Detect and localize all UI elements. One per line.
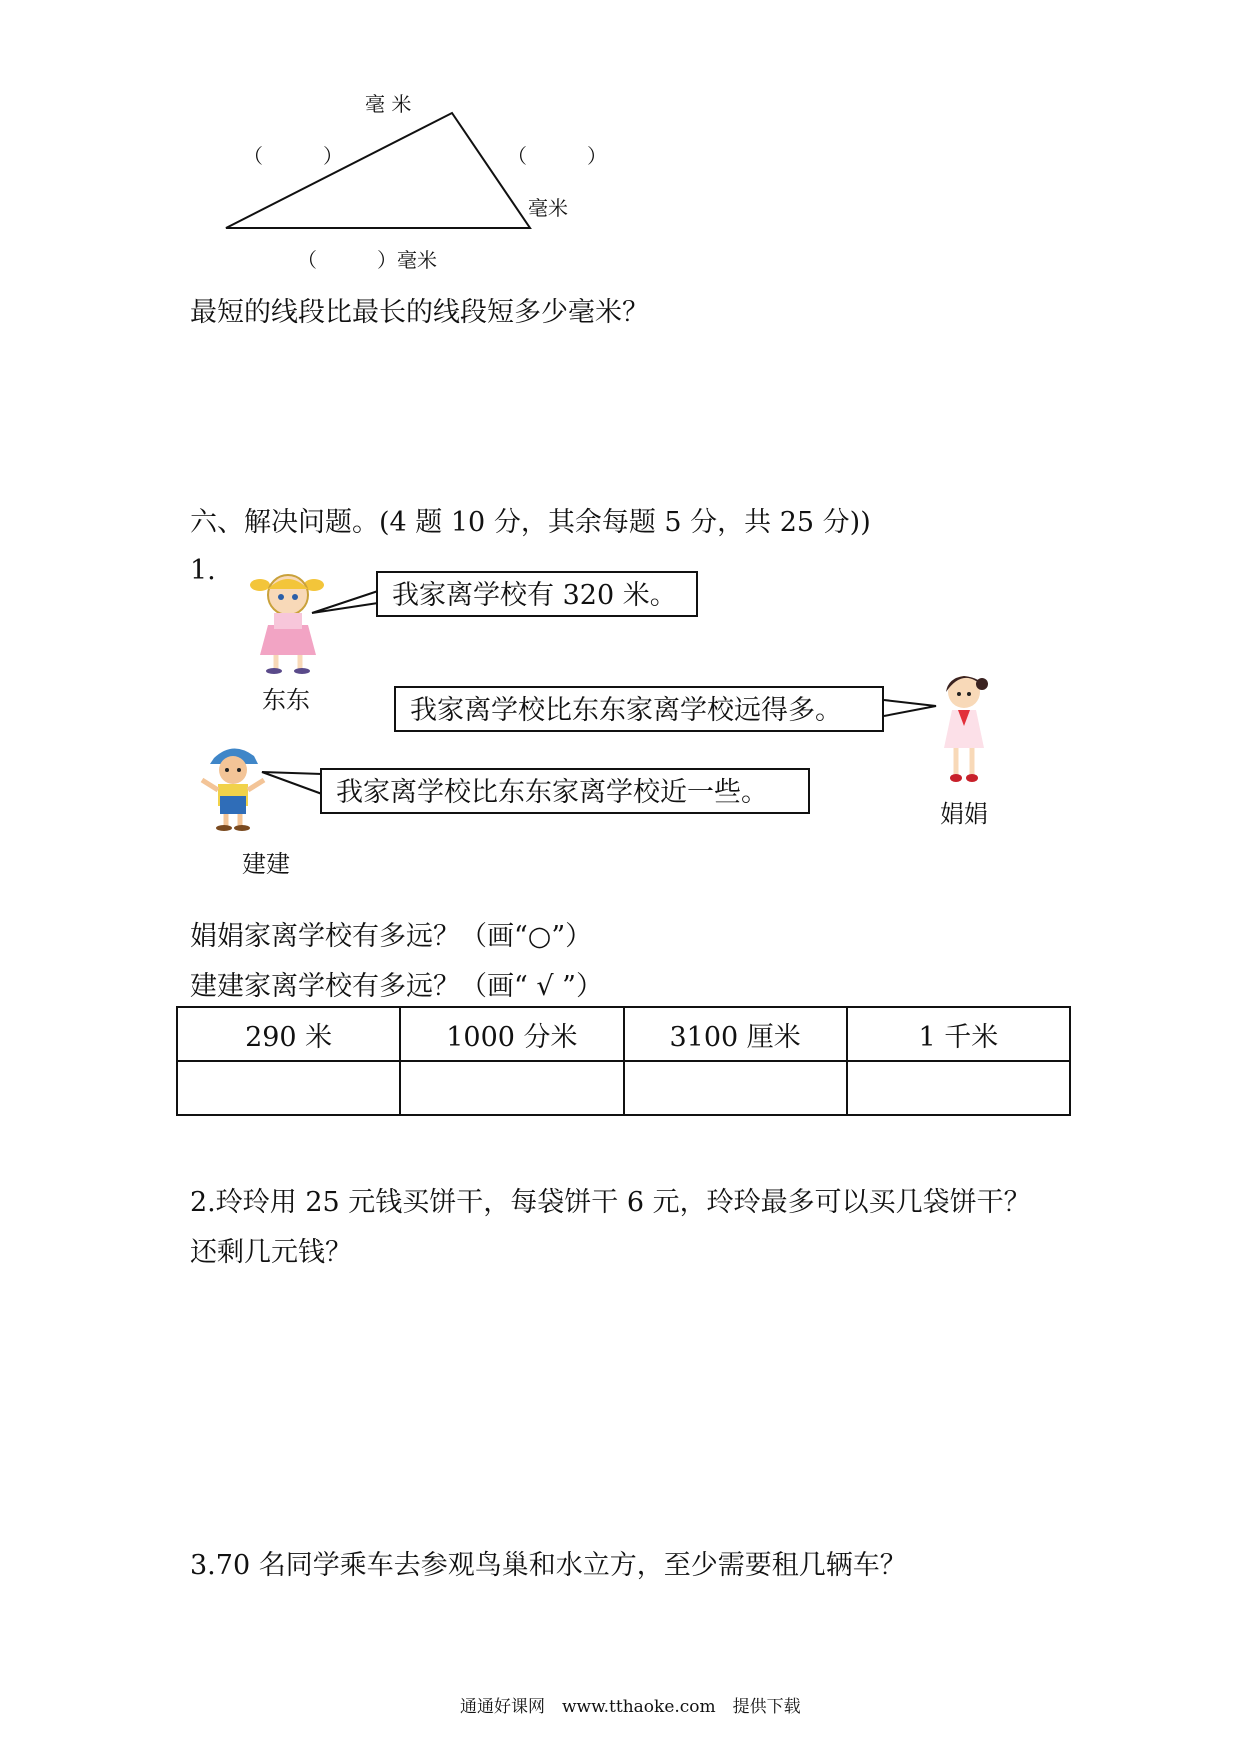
triangle-right-paren: （ ） bbox=[507, 144, 607, 168]
question-jianjian-distance: 建建家离学校有多远？（画“ √ ”） bbox=[190, 971, 603, 1002]
triangle-right-label: 毫米 bbox=[528, 196, 568, 220]
option-cell: 3100 厘米 bbox=[624, 1007, 847, 1061]
juanjuan-name: 娟娟 bbox=[940, 800, 988, 828]
triangle-bottom-label: （ ）毫米 bbox=[297, 248, 437, 272]
juanjuan-bubble-pointer bbox=[880, 690, 940, 730]
answer-cell[interactable] bbox=[400, 1061, 623, 1115]
triangle-left-paren: （ ） bbox=[243, 144, 343, 168]
jianjian-name: 建建 bbox=[242, 850, 290, 878]
question-juanjuan-distance: 娟娟家离学校有多远？（画“○”） bbox=[190, 921, 593, 952]
dongdong-speech-bubble: 我家离学校有 320 米。 bbox=[376, 571, 698, 617]
triangle bbox=[226, 113, 530, 228]
question-3: 3.70 名同学乘车去参观鸟巢和水立方，至少需要租几辆车？ bbox=[190, 1550, 907, 1581]
section-title: 六、解决问题。(4 题 10 分，其余每题 5 分，共 25 分)) bbox=[190, 507, 871, 538]
question-1-number: 1. bbox=[190, 555, 216, 586]
triangle-top-label: 毫 米 bbox=[365, 92, 412, 116]
juanjuan-speech-bubble: 我家离学校比东东家离学校远得多。 bbox=[394, 686, 884, 732]
option-cell: 290 米 bbox=[177, 1007, 400, 1061]
question-2-line2: 还剩几元钱？ bbox=[190, 1237, 352, 1268]
footer-text: 通通好课网 www.tthaoke.com 提供下载 bbox=[460, 1697, 801, 1717]
boy-with-cap-illustration bbox=[196, 740, 270, 832]
dongdong-name: 东东 bbox=[262, 686, 310, 714]
question-2-line1: 2.玲玲用 25 元钱买饼干，每袋饼干 6 元，玲玲最多可以买几袋饼干？ bbox=[190, 1187, 1031, 1218]
option-cell: 1000 分米 bbox=[400, 1007, 623, 1061]
jianjian-speech-bubble: 我家离学校比东东家离学校近一些。 bbox=[320, 768, 810, 814]
answer-cell[interactable] bbox=[847, 1061, 1070, 1115]
girl-in-red-dress-illustration bbox=[934, 670, 994, 790]
table-row bbox=[177, 1007, 1070, 1061]
answer-cell[interactable] bbox=[177, 1061, 400, 1115]
question-shortest-segment: 最短的线段比最长的线段短多少毫米？ bbox=[190, 297, 649, 328]
dongdong-bubble-pointer bbox=[310, 585, 380, 625]
answer-table bbox=[176, 1006, 1071, 1116]
jianjian-bubble-pointer bbox=[260, 768, 324, 808]
triangle-figure bbox=[0, 0, 1240, 300]
answer-cell[interactable] bbox=[624, 1061, 847, 1115]
option-cell: 1 千米 bbox=[847, 1007, 1070, 1061]
table-row bbox=[177, 1061, 1070, 1115]
